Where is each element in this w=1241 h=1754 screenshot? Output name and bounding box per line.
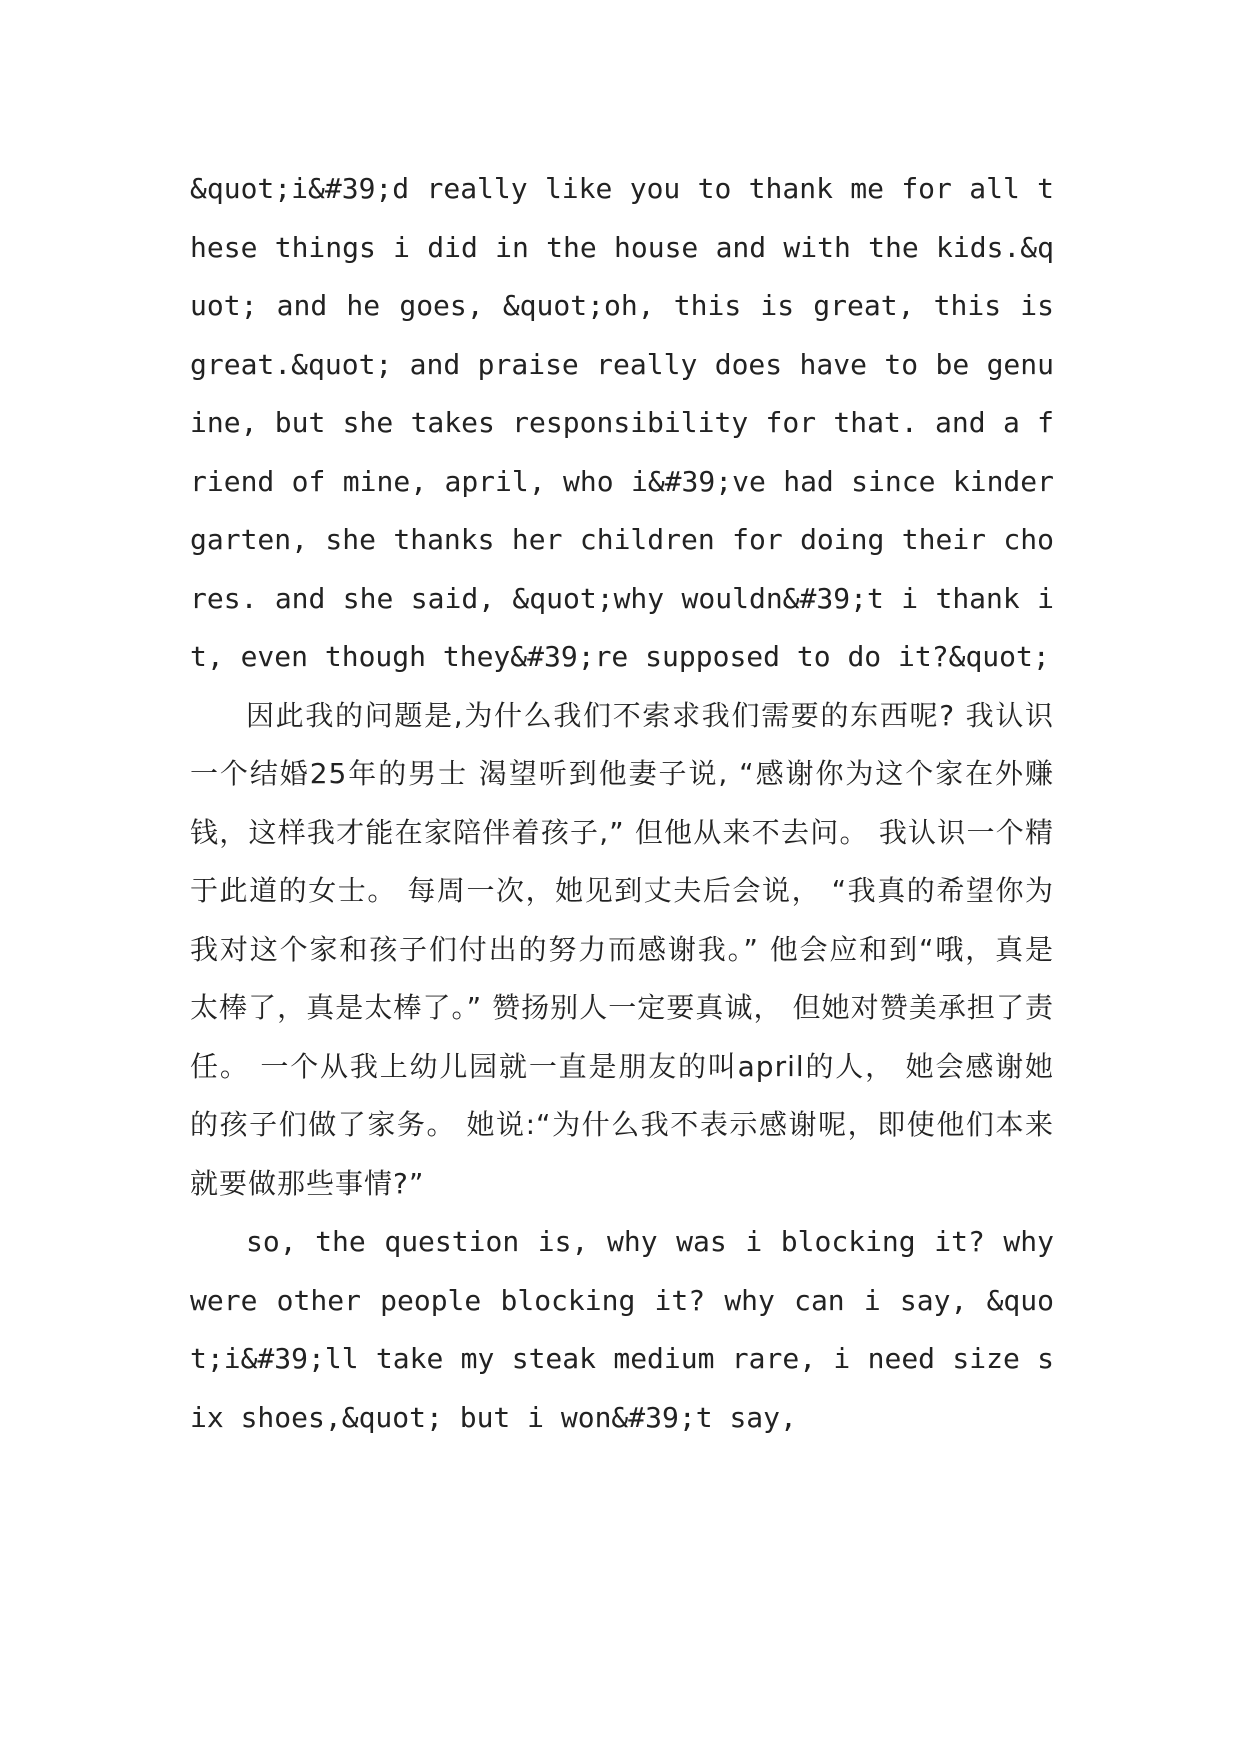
paragraph-english-1: &quot;i&#39;d really like you to thank me for all these things i did in the house and with the kids.&quot; and he goes, &quot;oh, this is great, this is great.&quot; and praise really does have to be genuine, but she takes responsibility for that. and a friend of mine, april, who i&#39;ve had since kindergarten, she thanks her children for doing their chores. and she said, &quot;why wouldn&#39;t i thank it, even though they&#39;re supposed to do it?&quot;	[190, 172, 1054, 673]
paragraph-chinese: 因此我的问题是,为什么我们不索求我们需要的东西呢? 我认识一个结婚25年的男士 渴望听到他妻子说, “感谢你为这个家在外赚钱，这样我才能在家陪伴着孩子,” 但他从来不去问。 我认识一个精于此道的女士。 每周一次，她见到丈夫后会说， “我真的希望你为我对这个家和孩子们付出的努力而感谢我。” 他会应和到“哦，真是太棒了，真是太棒了。” 赞扬别人一定要真诚， 但她对赞美承担了责任。 一个从我上幼儿园就一直是朋友的叫april的人， 她会感谢她的孩子们做了家务。 她说:“为什么我不表示感谢呢，即使他们本来就要做那些事情?”	[190, 698, 1054, 1200]
document-page	[190, 160, 1054, 1447]
paragraph-english-2: so, the question is, why was i blocking it? why were other people blocking it? why can i say, &quot;i&#39;ll take my steak medium rare, i need size six shoes,&quot; but i won&#39;t say,	[190, 1225, 1054, 1434]
